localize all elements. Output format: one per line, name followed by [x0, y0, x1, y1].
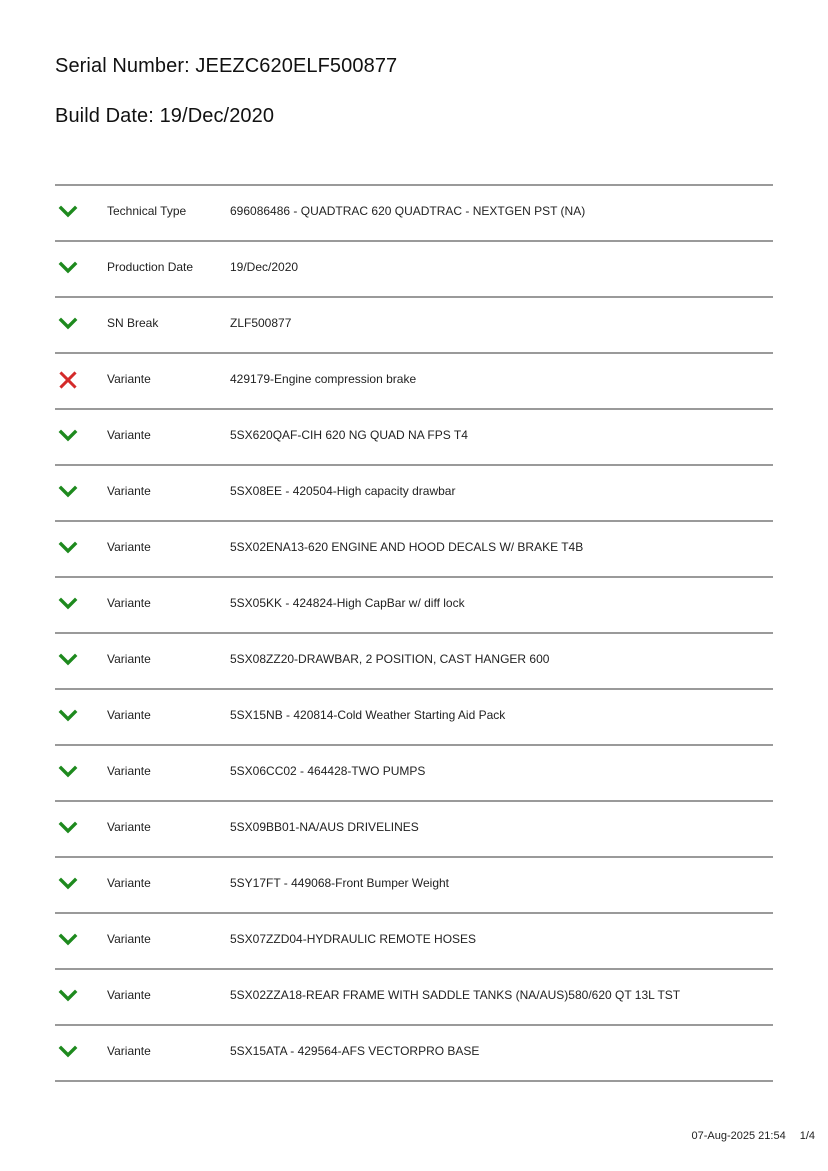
- table-row: [55, 298, 773, 354]
- checkmark-icon: [58, 762, 78, 782]
- footer-timestamp: 07-Aug-2025 21:54: [691, 1130, 786, 1142]
- checkmark-icon: [58, 258, 78, 278]
- row-label: Variante: [107, 876, 151, 890]
- checkmark-icon: [58, 706, 78, 726]
- row-value: ZLF500877: [230, 316, 292, 330]
- row-value: 5SX15ATA - 429564-AFS VECTORPRO BASE: [230, 1044, 480, 1058]
- row-value: 429179-Engine compression brake: [230, 372, 417, 386]
- row-label: Variante: [107, 764, 151, 778]
- checkmark-icon: [58, 426, 78, 446]
- checkmark-icon: [58, 650, 78, 670]
- row-value: 5SX620QAF-CIH 620 NG QUAD NA FPS T4: [230, 428, 468, 442]
- row-value: 5SX07ZZD04-HYDRAULIC REMOTE HOSES: [230, 932, 477, 946]
- row-label: Variante: [107, 1044, 151, 1058]
- row-label: Variante: [107, 484, 151, 498]
- row-label: Variante: [107, 540, 151, 554]
- table-row: [55, 354, 773, 410]
- row-label: Production Date: [107, 260, 194, 274]
- build-date-heading: Build Date: 19/Dec/2020: [55, 105, 275, 127]
- checkmark-icon: [58, 538, 78, 558]
- table-row: [55, 802, 773, 858]
- row-label: SN Break: [107, 316, 159, 330]
- checkmark-icon: [58, 818, 78, 838]
- row-label: Variante: [107, 596, 151, 610]
- row-value: 5SX05KK - 424824-High CapBar w/ diff lock: [230, 596, 465, 610]
- table-row: [55, 466, 773, 522]
- row-value: 19/Dec/2020: [230, 260, 299, 274]
- table-row: [55, 578, 773, 634]
- row-label: Variante: [107, 372, 151, 386]
- row-value: 5SX02ENA13-620 ENGINE AND HOOD DECALS W/ BRAKE T4B: [230, 540, 584, 554]
- row-label: Variante: [107, 652, 151, 666]
- table-row: [55, 746, 773, 802]
- table-row: [55, 858, 773, 914]
- cross-icon: [58, 370, 78, 390]
- row-label: Technical Type: [107, 204, 187, 218]
- table-row: [55, 410, 773, 466]
- page-number: 1/4: [799, 1130, 815, 1142]
- checkmark-icon: [58, 986, 78, 1006]
- table-row: [55, 522, 773, 578]
- checkmark-icon: [58, 314, 78, 334]
- checkmark-icon: [58, 930, 78, 950]
- row-label: Variante: [107, 820, 151, 834]
- table-row: [55, 634, 773, 690]
- row-value: 5SY17FT - 449068-Front Bumper Weight: [230, 876, 449, 890]
- table-row: [55, 970, 773, 1026]
- row-value: 5SX15NB - 420814-Cold Weather Starting Aid Pack: [230, 708, 506, 722]
- row-value: 696086486 - QUADTRAC 620 QUADTRAC - NEXTGEN PST (NA): [230, 204, 586, 218]
- checkmark-icon: [58, 874, 78, 894]
- checkmark-icon: [58, 1042, 78, 1062]
- row-value: 5SX08ZZ20-DRAWBAR, 2 POSITION, CAST HANGER 600: [230, 652, 550, 666]
- row-value: 5SX08EE - 420504-High capacity drawbar: [230, 484, 456, 498]
- checkmark-icon: [58, 482, 78, 502]
- table-row: [55, 186, 773, 242]
- page-footer: [692, 1130, 815, 1142]
- table-row: [55, 914, 773, 970]
- row-label: Variante: [107, 708, 151, 722]
- row-value: 5SX06CC02 - 464428-TWO PUMPS: [230, 764, 426, 778]
- specification-table: [55, 184, 773, 1082]
- table-row: [55, 690, 773, 746]
- row-label: Variante: [107, 932, 151, 946]
- checkmark-icon: [58, 202, 78, 222]
- row-label: Variante: [107, 988, 151, 1002]
- checkmark-icon: [58, 594, 78, 614]
- row-label: Variante: [107, 428, 151, 442]
- row-value: 5SX02ZZA18-REAR FRAME WITH SADDLE TANKS (NA/AUS)580/620 QT 13L TST: [230, 988, 681, 1002]
- table-row: [55, 1026, 773, 1082]
- table-row: [55, 242, 773, 298]
- serial-number-heading: Serial Number: JEEZC620ELF500877: [55, 55, 398, 77]
- row-value: 5SX09BB01-NA/AUS DRIVELINES: [230, 820, 419, 834]
